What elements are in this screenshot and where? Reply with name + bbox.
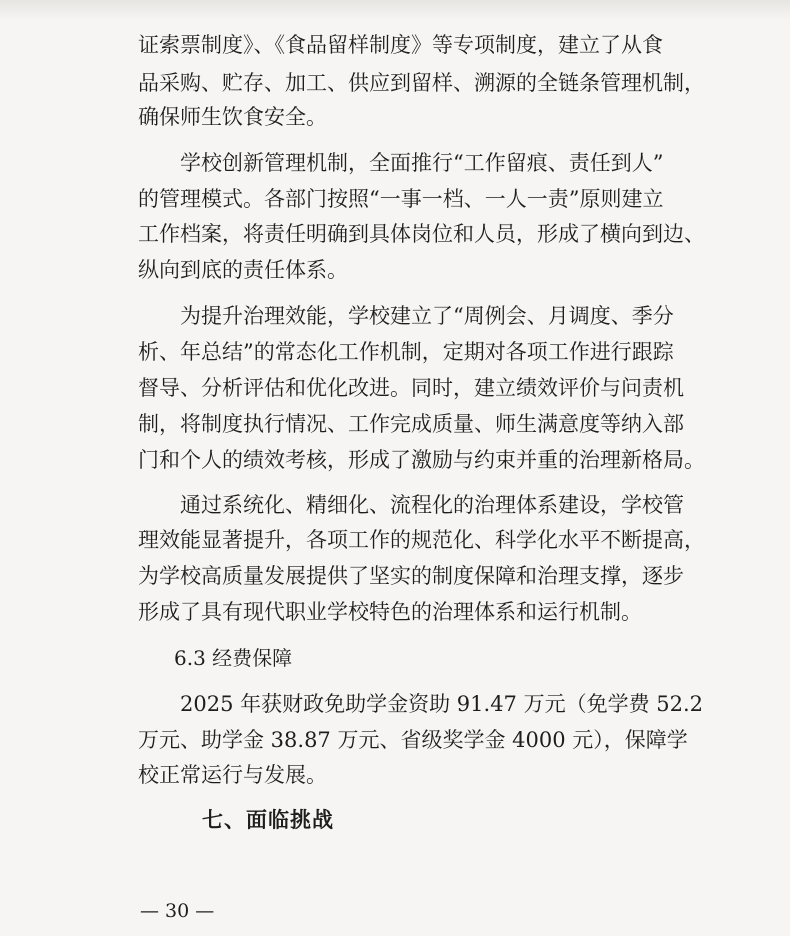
paragraph-first-line: 为提升治理效能，学校建立了“周例会、月调度、季分	[180, 304, 674, 328]
text-line: 析、年总结”的常态化工作机制，定期对各项工作进行跟踪	[138, 340, 674, 364]
text-line: 证索票制度》、《食品留样制度》等专项制度，建立了从食	[138, 33, 663, 57]
text-line: 制，将制度执行情况、工作完成质量、师生满意度等纳入部	[138, 412, 684, 436]
text-line: 品采购、贮存、加工、供应到留样、溯源的全链条管理机制，	[138, 71, 705, 95]
text-line: 工作档案，将责任明确到具体岗位和人员，形成了横向到边、	[138, 222, 705, 246]
chapter-heading: 七、面临挑战	[202, 807, 334, 832]
paragraph-first-line: 学校创新管理机制，全面推行“工作留痕、责任到人”	[180, 151, 664, 175]
text-line: 门和个人的绩效考核，形成了激励与约束并重的治理新格局。	[138, 448, 705, 472]
text-line: 确保师生饮食安全。	[138, 105, 327, 129]
text-line: 的管理模式。各部门按照“一事一档、一人一责”原则建立	[138, 187, 664, 211]
text-line: 形成了具有现代职业学校特色的治理体系和运行机制。	[138, 600, 642, 624]
text-line: 督导、分析评估和优化改进。同时，建立绩效评价与问责机	[138, 376, 684, 400]
section-heading: 6.3 经费保障	[174, 646, 293, 670]
paragraph-first-line: 2025 年获财政免助学金资助 91.47 万元（免学费 52.2	[180, 692, 704, 716]
text-line: 理效能显著提升，各项工作的规范化、科学化水平不断提高，	[138, 528, 705, 552]
paragraph-first-line: 通过系统化、精细化、流程化的治理体系建设，学校管	[180, 493, 684, 517]
text-line: 为学校高质量发展提供了坚实的制度保障和治理支撑，逐步	[138, 564, 684, 588]
text-line: 纵向到底的责任体系。	[138, 258, 348, 282]
text-line: 万元、助学金 38.87 万元、省级奖学金 4000 元），保障学	[138, 728, 688, 752]
page-number: — 30 —	[140, 900, 215, 922]
text-line: 校正常运行与发展。	[138, 763, 327, 787]
